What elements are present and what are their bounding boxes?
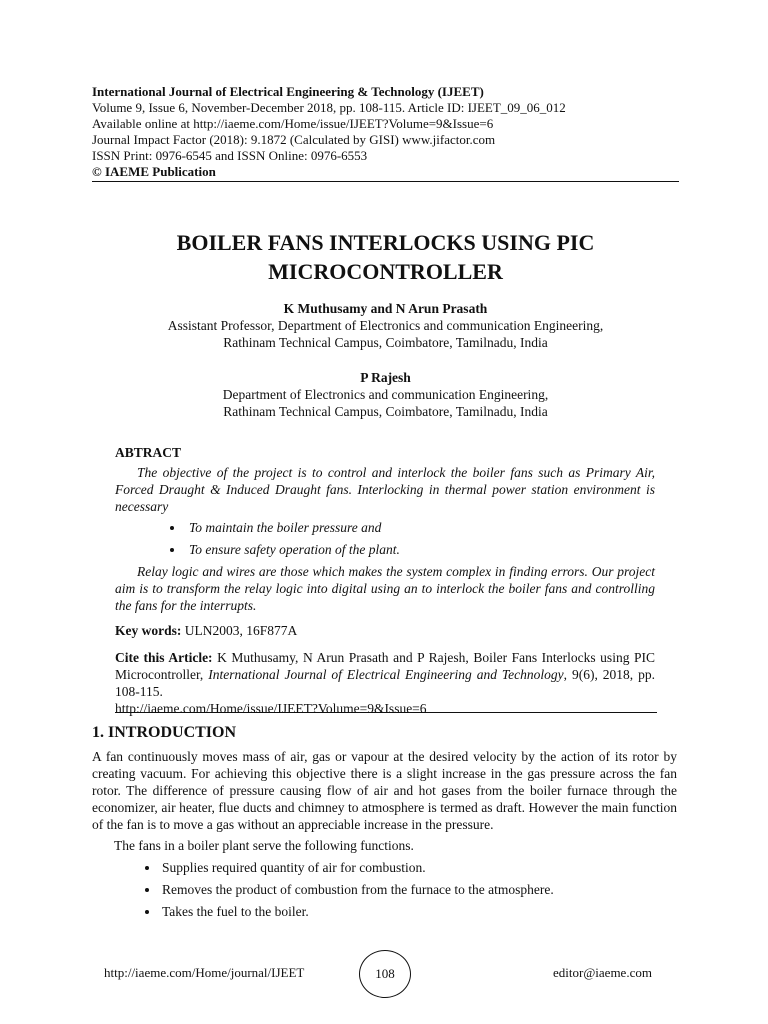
intro-bullet-list [92, 859, 677, 920]
intro-paragraph: The fans in a boiler plant serve the following functions. [114, 838, 414, 853]
cite-label: Cite this Article: [115, 650, 213, 665]
list-item: • To maintain the boiler pressure and [185, 519, 655, 536]
keywords-value: ULN2003, 16F877A [184, 623, 298, 638]
footer-email[interactable]: editor@iaeme.com [553, 965, 652, 980]
list-item: • To ensure safety operation of the plant. [185, 541, 655, 558]
cite-text: K Muthusamy, N Arun Prasath and P Rajesh, Boiler Fans Interlocks using PIC Microcontroller, [115, 650, 655, 682]
author-affiliation: Department of Electronics and communication Engineering, [222, 387, 549, 402]
volume-info: Volume 9, Issue 6, November-December 2018, pp. 108-115. Article ID: IJEET_09_06_012 [92, 100, 566, 115]
abstract-paragraph: Relay logic and wires are those which makes the system complex in finding errors. Our project aim is to transform the relay logic into digital using an to interlock the boiler fans and controlling the fans for the interrupts. [115, 564, 655, 613]
section-heading: 1. INTRODUCTION [92, 724, 237, 741]
abstract-paragraph: The objective of the project is to control and interlock the boiler fans such as Primary Air, Forced Draught & Induced Draught fans. Interlocking in thermal power station environment is necessary [115, 465, 655, 514]
abstract-bullet-list [115, 519, 655, 558]
publisher: © IAEME Publication [92, 164, 216, 179]
author-names: P Rajesh [360, 370, 411, 385]
page-footer [0, 950, 768, 998]
keywords-label: Key words: [115, 623, 182, 638]
list-item: • Takes the fuel to the boiler. [160, 903, 677, 920]
title-line-1: BOILER FANS INTERLOCKS USING PIC [176, 230, 595, 255]
header-divider [92, 181, 679, 182]
availability-info: Available online at http://iaeme.com/Home/issue/IJEET?Volume=9&Issue=6 [92, 116, 494, 131]
impact-factor: Journal Impact Factor (2018): 9.1872 (Calculated by GISI) www.jifactor.com [92, 132, 496, 147]
intro-paragraph: A fan continuously moves mass of air, gas or vapour at the desired velocity by the action of its rotor by creating vacuum. For achieving this objective there is a slight increase in the gas pressure across the fan rotor. The difference of pressure causing flow of air and hot gases from the boiler furnace through the economizer, air heater, flue ducts and chimney to atmosphere is termed as draft. However the main function of the fan is to move a gas without an appreciable increase in the pressure. [92, 749, 677, 832]
keywords [115, 622, 655, 639]
introduction-section [92, 723, 677, 925]
issn-info: ISSN Print: 0976-6545 and ISSN Online: 0976-6553 [92, 148, 368, 163]
abstract-heading: ABTRACT [115, 445, 182, 460]
journal-name: International Journal of Electrical Engineering & Technology (IJEET) [92, 84, 484, 99]
list-item: • Removes the product of combustion from the furnace to the atmosphere. [160, 881, 677, 898]
cite-journal: International Journal of Electrical Engineering and Technology [208, 667, 564, 682]
journal-header [92, 84, 679, 180]
author-block-2 [92, 369, 679, 420]
author-affiliation: Assistant Professor, Department of Electronics and communication Engineering, [167, 318, 604, 333]
paper-title [92, 228, 679, 286]
abstract-section [115, 444, 655, 717]
abstract-divider [115, 712, 657, 713]
title-line-2: MICROCONTROLLER [268, 259, 503, 284]
footer-url[interactable]: http://iaeme.com/Home/journal/IJEET [104, 965, 305, 980]
author-names: K Muthusamy and N Arun Prasath [283, 301, 488, 316]
author-block-1 [92, 300, 679, 351]
page-number: 108 [359, 950, 411, 998]
cite-details: , 9(6), 2018, pp. 108-115. [115, 667, 656, 699]
author-affiliation: Rathinam Technical Campus, Coimbatore, Tamilnadu, India [223, 335, 548, 350]
cite-url[interactable]: http://iaeme.com/Home/issue/IJEET?Volume=9&Issue=6 [115, 701, 427, 716]
author-affiliation: Rathinam Technical Campus, Coimbatore, Tamilnadu, India [223, 404, 548, 419]
list-item: • Supplies required quantity of air for combustion. [160, 859, 677, 876]
citation [115, 649, 655, 700]
